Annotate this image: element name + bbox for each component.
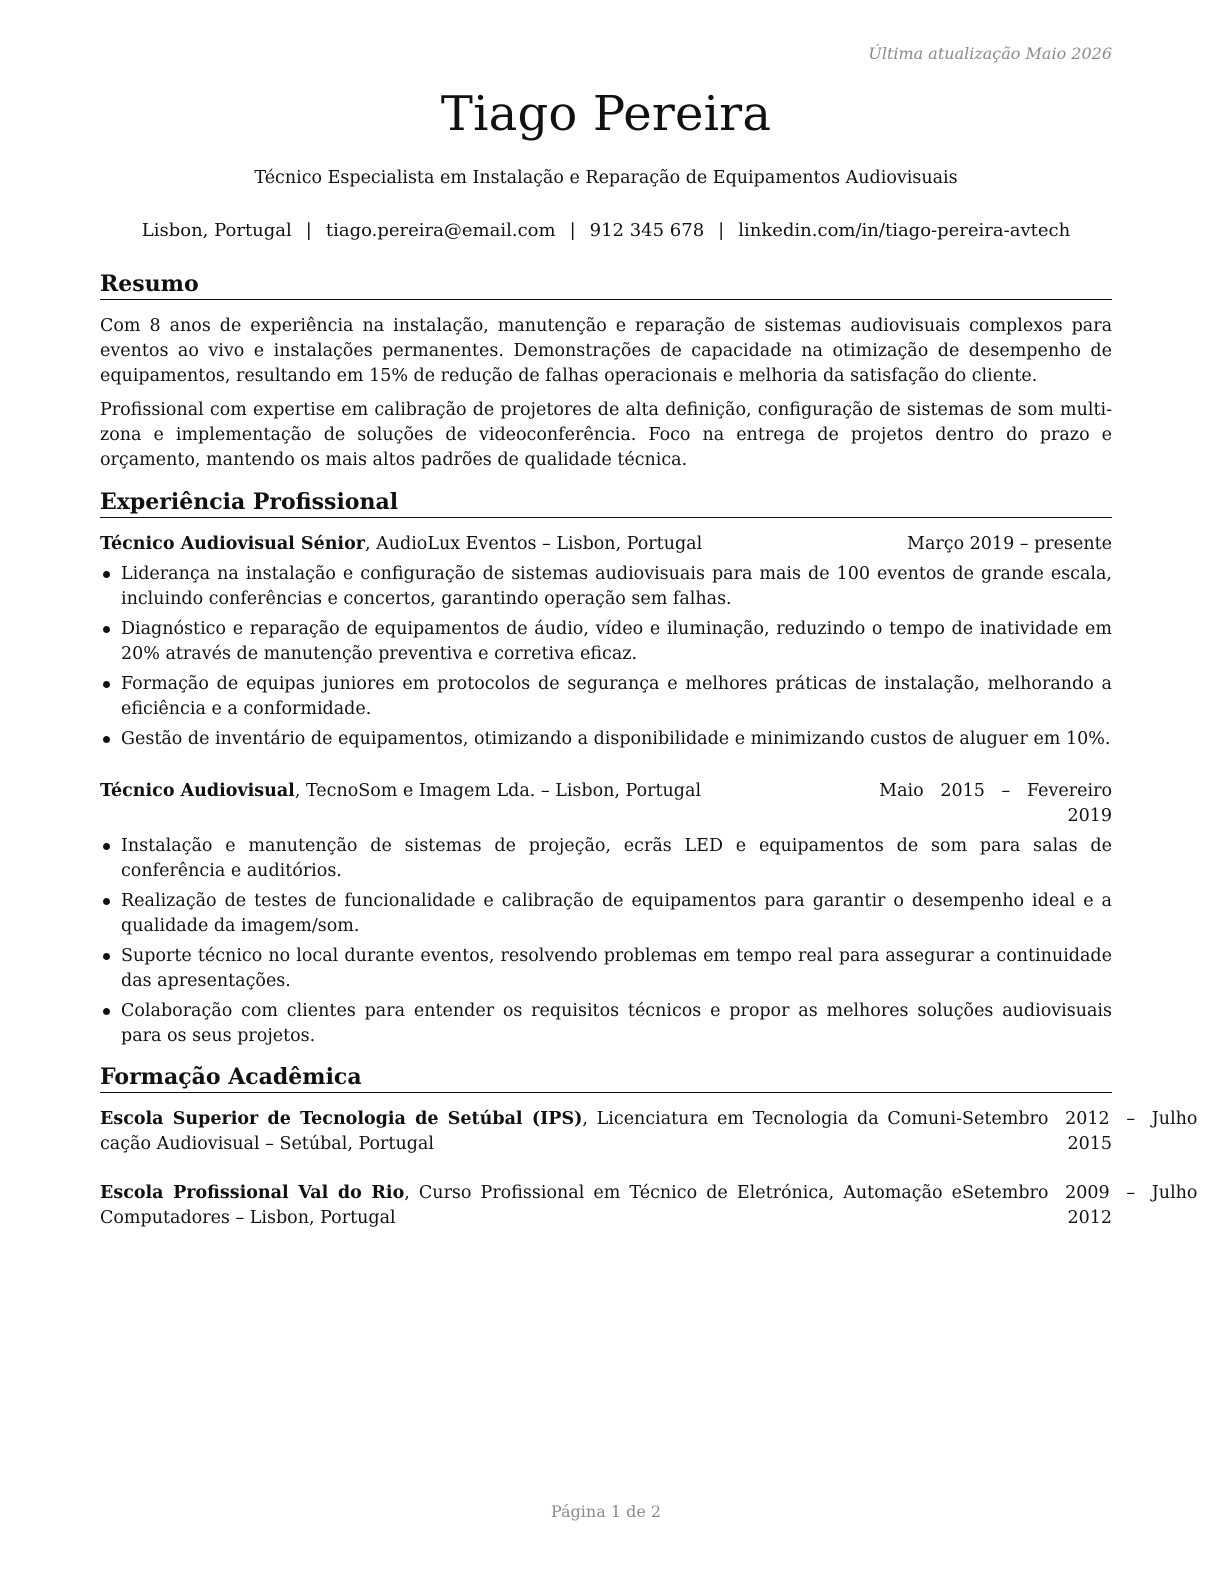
job-role: Técnico Audiovisual bbox=[100, 781, 295, 801]
contact-separator: | bbox=[569, 220, 576, 241]
education-dates bbox=[962, 1181, 1198, 1231]
job-header bbox=[100, 532, 1112, 557]
job-company: , AudioLux Eventos – Lisbon, Portugal bbox=[364, 534, 703, 554]
job-role-company bbox=[100, 532, 702, 557]
section-title-experience: Experiência Profissional bbox=[100, 489, 1112, 518]
candidate-name: Tiago Pereira bbox=[440, 86, 772, 142]
last-updated-note: Última atualização Maio 2026 bbox=[868, 44, 1112, 63]
contact-separator: | bbox=[305, 220, 312, 241]
education-school: Escola Profissional Val do Rio bbox=[100, 1183, 405, 1203]
list-item bbox=[100, 672, 1112, 722]
education-details: , Licenciatura em Tecnologia da Comuni-cação Audiovisual – Setúbal, Portugal bbox=[100, 1109, 962, 1154]
bullet-icon bbox=[103, 681, 110, 688]
list-item bbox=[100, 944, 1112, 994]
contact-phone[interactable]: 912 345 678 bbox=[589, 220, 705, 241]
list-item bbox=[100, 999, 1112, 1049]
job-company: , TecnoSom e Imagem Lda. – Lisbon, Portugal bbox=[294, 781, 702, 801]
bullet-text: Realização de testes de funcionalidade e calibração de equipamentos para garantir o desempenho ideal e a qualidade da imagem/som. bbox=[121, 891, 1112, 936]
job-bullets bbox=[100, 562, 1112, 757]
resume-page bbox=[100, 0, 1198, 1584]
education-entry bbox=[100, 1181, 1198, 1231]
list-item bbox=[100, 889, 1112, 939]
education-entry bbox=[100, 1107, 1198, 1157]
section-title-education: Formação Acadêmica bbox=[100, 1064, 1112, 1093]
page-number: Página 1 de 2 bbox=[550, 1502, 662, 1521]
bullet-icon bbox=[103, 571, 110, 578]
bullet-text: Liderança na instalação e configuração de sistemas audiovisuais para mais de 100 eventos de grande escala, incluindo conferências e concertos, garantindo operação sem falhas. bbox=[121, 564, 1112, 609]
bullet-text: Formação de equipas juniores em protocolos de segurança e melhores práticas de instalação, melhorando a eficiência e a conformidade. bbox=[121, 674, 1112, 719]
job-role: Técnico Audiovisual Sénior bbox=[100, 534, 365, 554]
education-dates-line: Setembro 2012 – Julho bbox=[962, 1109, 1198, 1129]
list-item bbox=[100, 834, 1112, 884]
job-header bbox=[100, 779, 1112, 829]
education-dates-line: Setembro 2009 – Julho bbox=[962, 1183, 1198, 1203]
section-title-summary: Resumo bbox=[100, 271, 1112, 300]
candidate-title: Técnico Especialista em Instalação e Reparação de Equipamentos Audiovisuais bbox=[254, 168, 958, 188]
education-school-details bbox=[100, 1181, 962, 1231]
bullet-text: Suporte técnico no local durante eventos, resolvendo problemas em tempo real para assegurar a continuidade das apresentações. bbox=[121, 946, 1112, 991]
contact-line bbox=[100, 220, 1112, 241]
bullet-text: Instalação e manutenção de sistemas de projeção, ecrãs LED e equipamentos de som para salas de conferência e auditórios. bbox=[121, 836, 1112, 881]
job-dates bbox=[879, 779, 1112, 829]
list-item bbox=[100, 562, 1112, 612]
contact-location: Lisbon, Portugal bbox=[141, 220, 292, 241]
education-details: , Curso Profissional em Técnico de Eletrónica, Automação e Computadores – Lisbon, Portugal bbox=[100, 1183, 962, 1228]
job-bullets bbox=[100, 834, 1112, 1054]
job-dates-line: Maio 2015 – Fevereiro bbox=[879, 781, 1112, 801]
bullet-icon bbox=[103, 736, 110, 743]
contact-separator: | bbox=[718, 220, 725, 241]
summary-paragraph: Profissional com expertise em calibração de projetores de alta definição, configuração de sistemas de som multi-zona e implementação de soluções de videoconferência. Foco na entrega de projetos dentro do prazo e orçamento, mantendo os mais altos padrões de qualidade técnica. bbox=[100, 400, 1112, 470]
contact-email[interactable]: tiago.pereira@email.com bbox=[325, 220, 556, 241]
education-school-details bbox=[100, 1107, 962, 1157]
bullet-icon bbox=[103, 953, 110, 960]
list-item bbox=[100, 727, 1112, 752]
education-dates-line: 2012 bbox=[1067, 1208, 1112, 1228]
bullet-icon bbox=[103, 626, 110, 633]
job-dates: Março 2019 – presente bbox=[907, 534, 1112, 554]
bullet-text: Colaboração com clientes para entender os requisitos técnicos e propor as melhores soluções audiovisuais para os seus projetos. bbox=[121, 1001, 1112, 1046]
bullet-icon bbox=[103, 843, 110, 850]
education-dates bbox=[962, 1107, 1198, 1157]
contact-linkedin[interactable]: linkedin.com/in/tiago-pereira-avtech bbox=[738, 220, 1071, 241]
bullet-icon bbox=[103, 1008, 110, 1015]
bullet-text: Gestão de inventário de equipamentos, otimizando a disponibilidade e minimizando custos de aluguer em 10%. bbox=[121, 729, 1111, 749]
bullet-text: Diagnóstico e reparação de equipamentos de áudio, vídeo e iluminação, reduzindo o tempo de inatividade em 20% através de manutenção preventiva e corretiva eficaz. bbox=[121, 619, 1112, 664]
education-school: Escola Superior de Tecnologia de Setúbal (IPS) bbox=[100, 1109, 583, 1129]
summary-paragraph: Com 8 anos de experiência na instalação, manutenção e reparação de sistemas audiovisuais complexos para eventos ao vivo e instalações permanentes. Demonstrações de capacidade na otimização de desempenho de equipamentos, resultando em 15% de redução de falhas operacionais e melhoria da satisfação do cliente. bbox=[100, 316, 1112, 386]
job-dates-line: 2019 bbox=[1067, 806, 1112, 826]
job-role-company bbox=[100, 779, 701, 804]
bullet-icon bbox=[103, 898, 110, 905]
education-dates-line: 2015 bbox=[1067, 1134, 1112, 1154]
list-item bbox=[100, 617, 1112, 667]
